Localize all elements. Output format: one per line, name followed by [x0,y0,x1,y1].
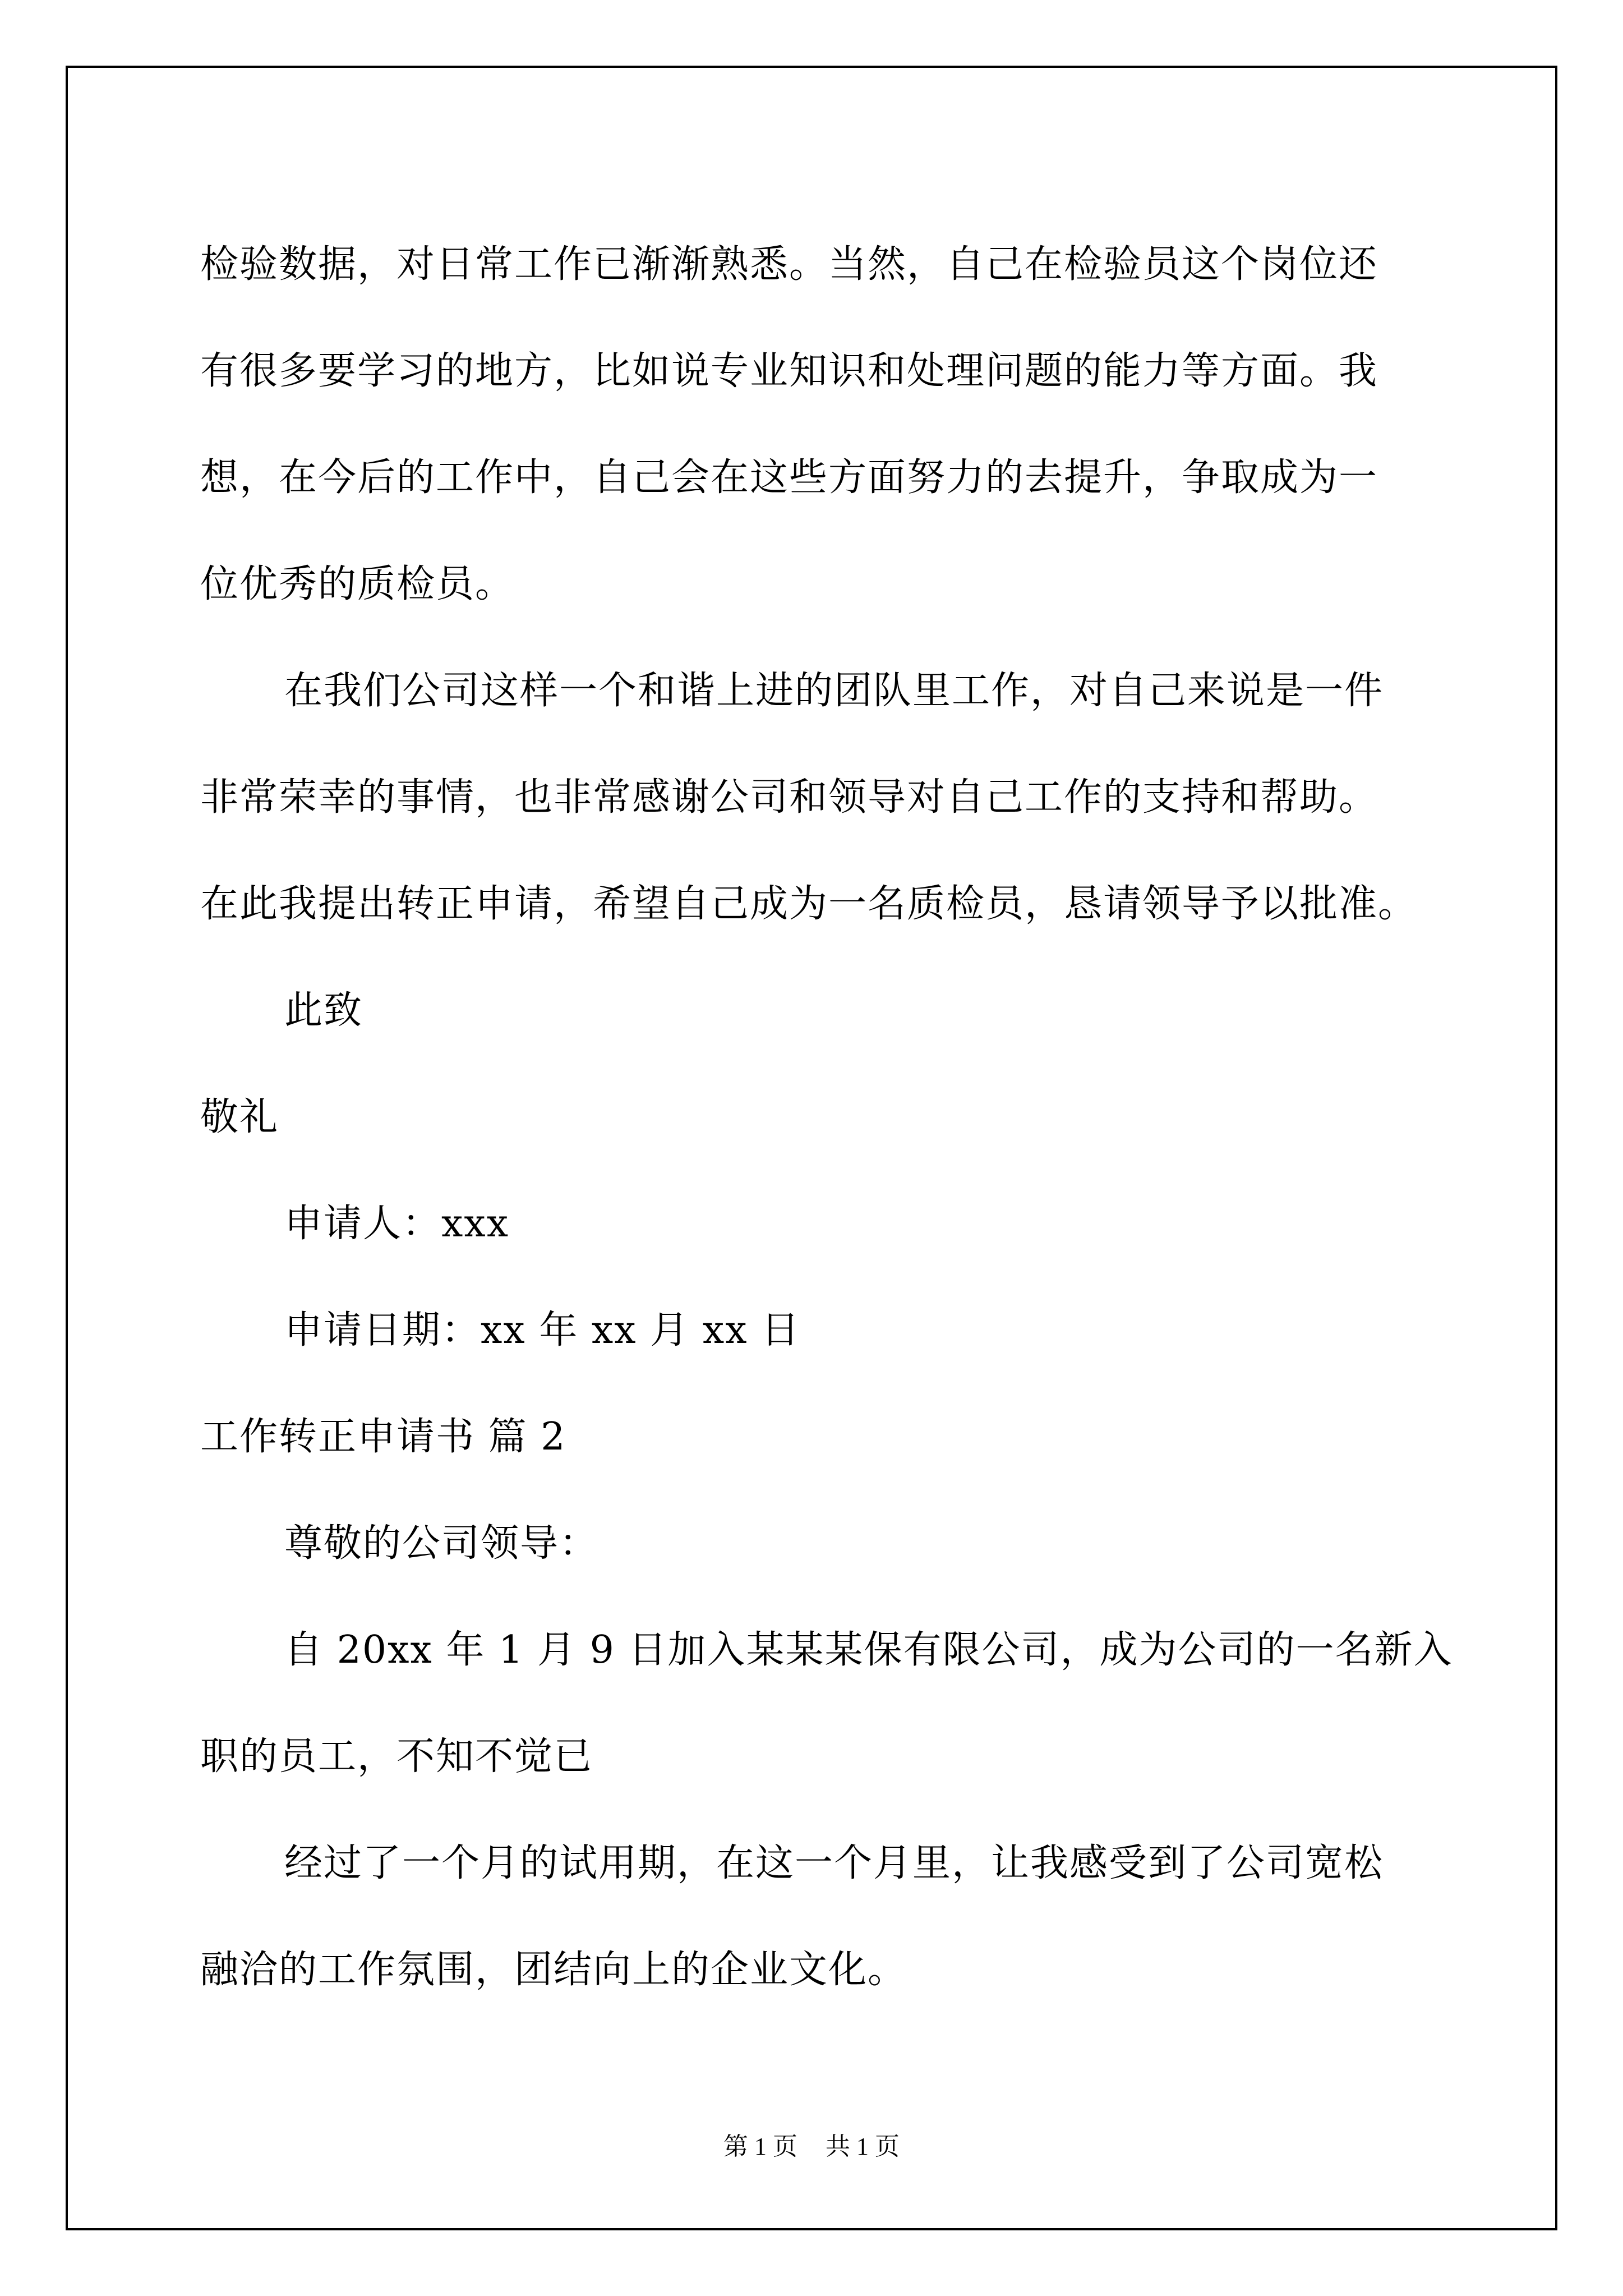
greeting: 尊敬的公司领导： [284,1521,599,1566]
paragraph-line: 在我们公司这样一个和谐上进的团队里工作，对自己来说是一件 [284,668,1384,713]
page-number: 第 1 页 [723,2133,797,2160]
closing-regards: 敬礼 [200,1094,279,1139]
document-body [200,208,1453,2019]
paragraph-line: 在此我提出转正申请，希望自己成为一名质检员，恳请领导予以批准。 [200,881,1418,926]
paragraph-line: 非常荣幸的事情，也非常感谢公司和领导对自己工作的支持和帮助。 [200,775,1378,820]
paragraph-line: 有很多要学习的地方，比如说专业知识和处理问题的能力等方面。我 [200,348,1378,393]
page-footer [0,2126,1623,2162]
paragraph-line: 职的员工，不知不觉已 [200,1734,593,1779]
page-total: 共 1 页 [826,2133,900,2160]
paragraph-line: 自 20xx 年 1 月 9 日加入某某某保有限公司，成为公司的一名新入 [284,1627,1453,1672]
application-date: 申请日期：xx 年 xx 月 xx 日 [284,1308,801,1352]
paragraph-line: 想，在今后的工作中，自己会在这些方面努力的去提升，争取成为一 [200,455,1378,500]
paragraph-line: 融洽的工作氛围，团结向上的企业文化。 [200,1947,907,1992]
section-heading: 工作转正申请书 篇 2 [200,1414,566,1459]
applicant-name: 申请人：xxx [284,1201,510,1246]
paragraph-line: 经过了一个月的试用期，在这一个月里，让我感受到了公司宽松 [284,1841,1384,1885]
closing-salutation: 此致 [284,988,363,1033]
paragraph-line: 位优秀的质检员。 [200,562,515,606]
paragraph-line: 检验数据，对日常工作已渐渐熟悉。当然，自己在检验员这个岗位还 [200,242,1378,287]
